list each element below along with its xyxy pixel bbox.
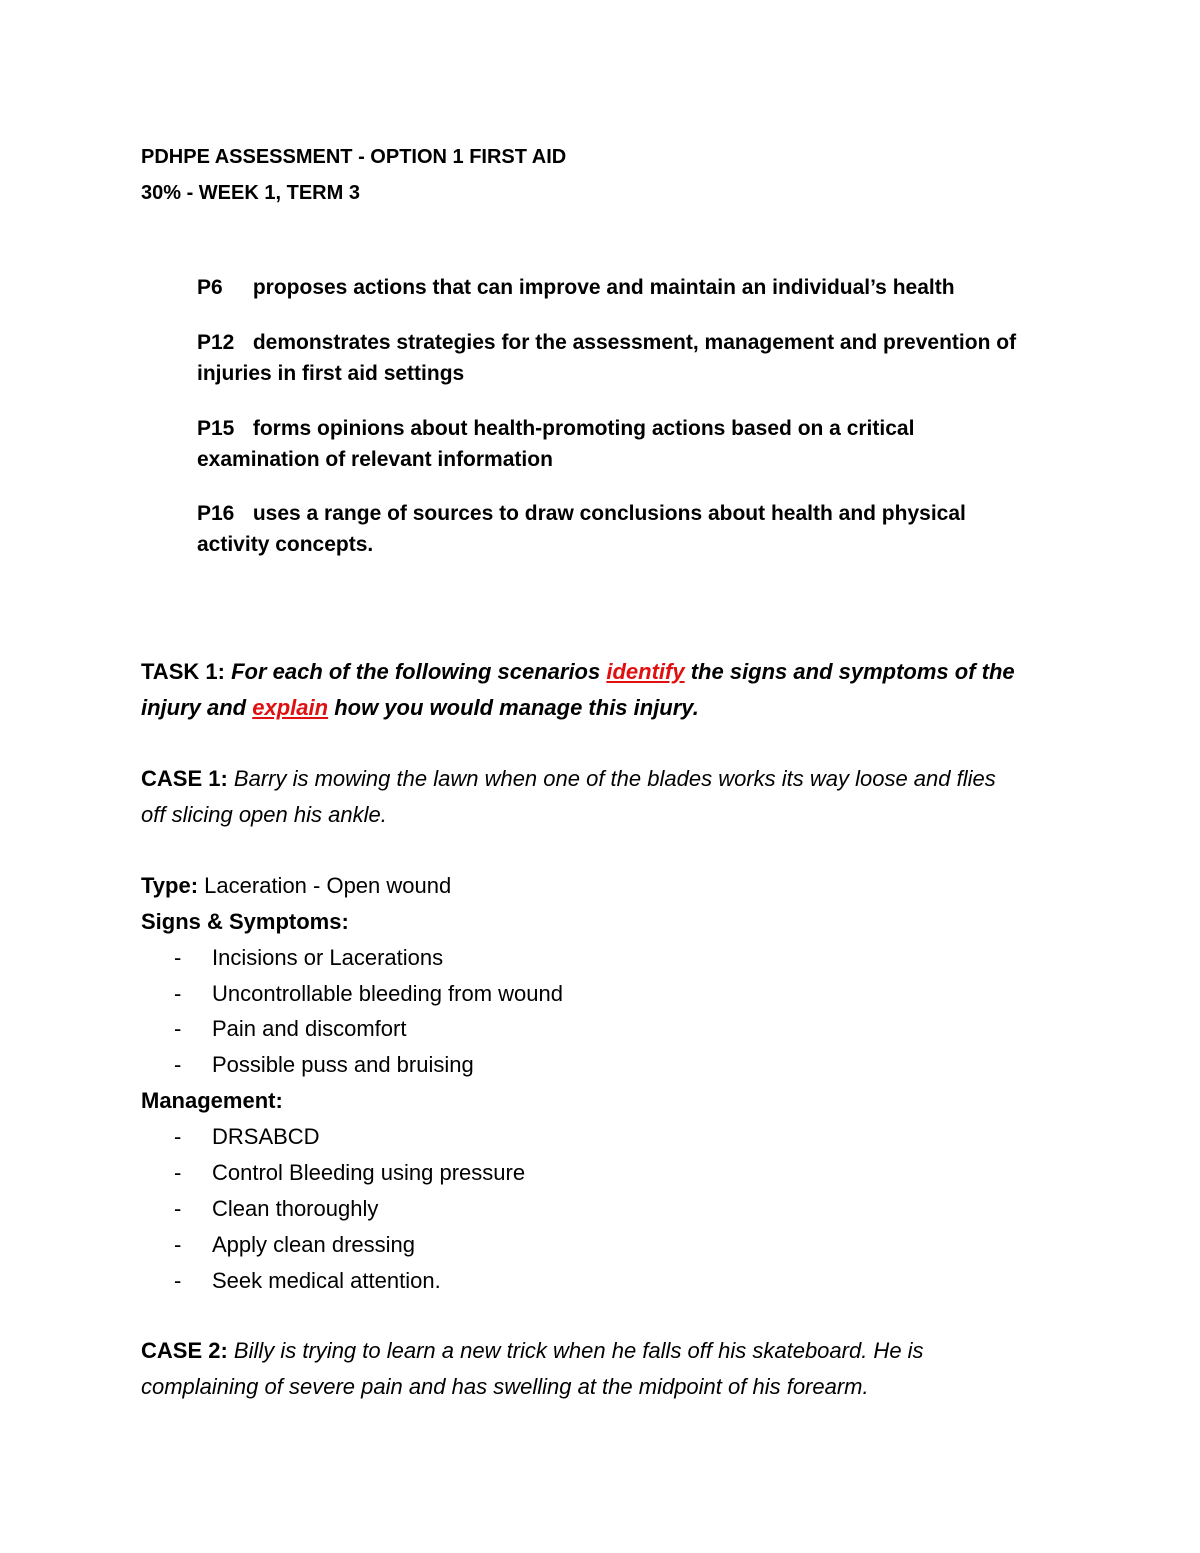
- outcome-code: P6: [197, 276, 223, 299]
- case2-scenario: CASE 2: Billy is trying to learn a new trick when he falls off his skateboard. He is: [141, 1338, 924, 1363]
- list-item: - Uncontrollable bleeding from wound: [174, 981, 563, 1006]
- case2-label: CASE 2:: [141, 1338, 228, 1363]
- outcome-code: P16: [197, 502, 235, 525]
- list-item: - Apply clean dressing: [174, 1232, 416, 1257]
- outcome-p12: [197, 331, 1016, 355]
- outcome-text: uses a range of sources to draw conclusions about health and physical: [252, 502, 966, 525]
- list-item: - Clean thoroughly: [174, 1196, 379, 1221]
- document-subtitle: 30% - WEEK 1, TERM 3: [141, 182, 360, 204]
- outcome-text: proposes actions that can improve and maintain an individual’s health: [252, 276, 955, 299]
- outcome-code: P12: [197, 331, 235, 354]
- outcome-p12-continued: injuries in first aid settings: [197, 362, 465, 385]
- outcome-p16-continued: activity concepts.: [197, 533, 374, 556]
- keyword-identify: identify: [606, 659, 685, 684]
- management-heading: Management:: [141, 1088, 283, 1113]
- case2-scenario-continued: complaining of severe pain and has swelling at the midpoint of his forearm.: [141, 1374, 869, 1399]
- type-value: Laceration - Open wound: [204, 873, 452, 898]
- list-item: - Control Bleeding using pressure: [174, 1160, 526, 1185]
- outcome-p6: [197, 276, 955, 300]
- outcome-code: P15: [197, 417, 235, 440]
- task1-label: TASK 1:: [141, 659, 225, 684]
- list-item: - Pain and discomfort: [174, 1016, 407, 1041]
- outcome-p15-continued: examination of relevant information: [197, 448, 553, 471]
- outcome-text: forms opinions about health-promoting actions based on a critical: [252, 417, 915, 440]
- case1-scenario: CASE 1: Barry is mowing the lawn when one of the blades works its way loose and flies: [141, 766, 996, 791]
- case1-label: CASE 1:: [141, 766, 228, 791]
- list-item: - Seek medical attention.: [174, 1268, 441, 1293]
- list-item: - Incisions or Lacerations: [174, 945, 444, 970]
- outcome-p15: [197, 417, 914, 441]
- document-title: PDHPE ASSESSMENT - OPTION 1 FIRST AID: [141, 146, 567, 168]
- signs-heading: Signs & Symptoms:: [141, 909, 349, 934]
- type-label: Type:: [141, 873, 199, 898]
- case1-type: [141, 873, 451, 899]
- list-item: - Possible puss and bruising: [174, 1052, 474, 1077]
- task1-instruction: TASK 1: For each of the following scenarios identify the signs and symptoms of the: [141, 659, 1015, 684]
- task1-instruction-continued: injury and explain how you would manage this injury.: [141, 695, 699, 720]
- outcome-text: demonstrates strategies for the assessment, management and prevention of: [252, 331, 1017, 354]
- keyword-explain: explain: [252, 695, 329, 720]
- case1-scenario-continued: off slicing open his ankle.: [141, 802, 387, 827]
- outcome-p16: [197, 502, 966, 526]
- list-item: - DRSABCD: [174, 1124, 320, 1149]
